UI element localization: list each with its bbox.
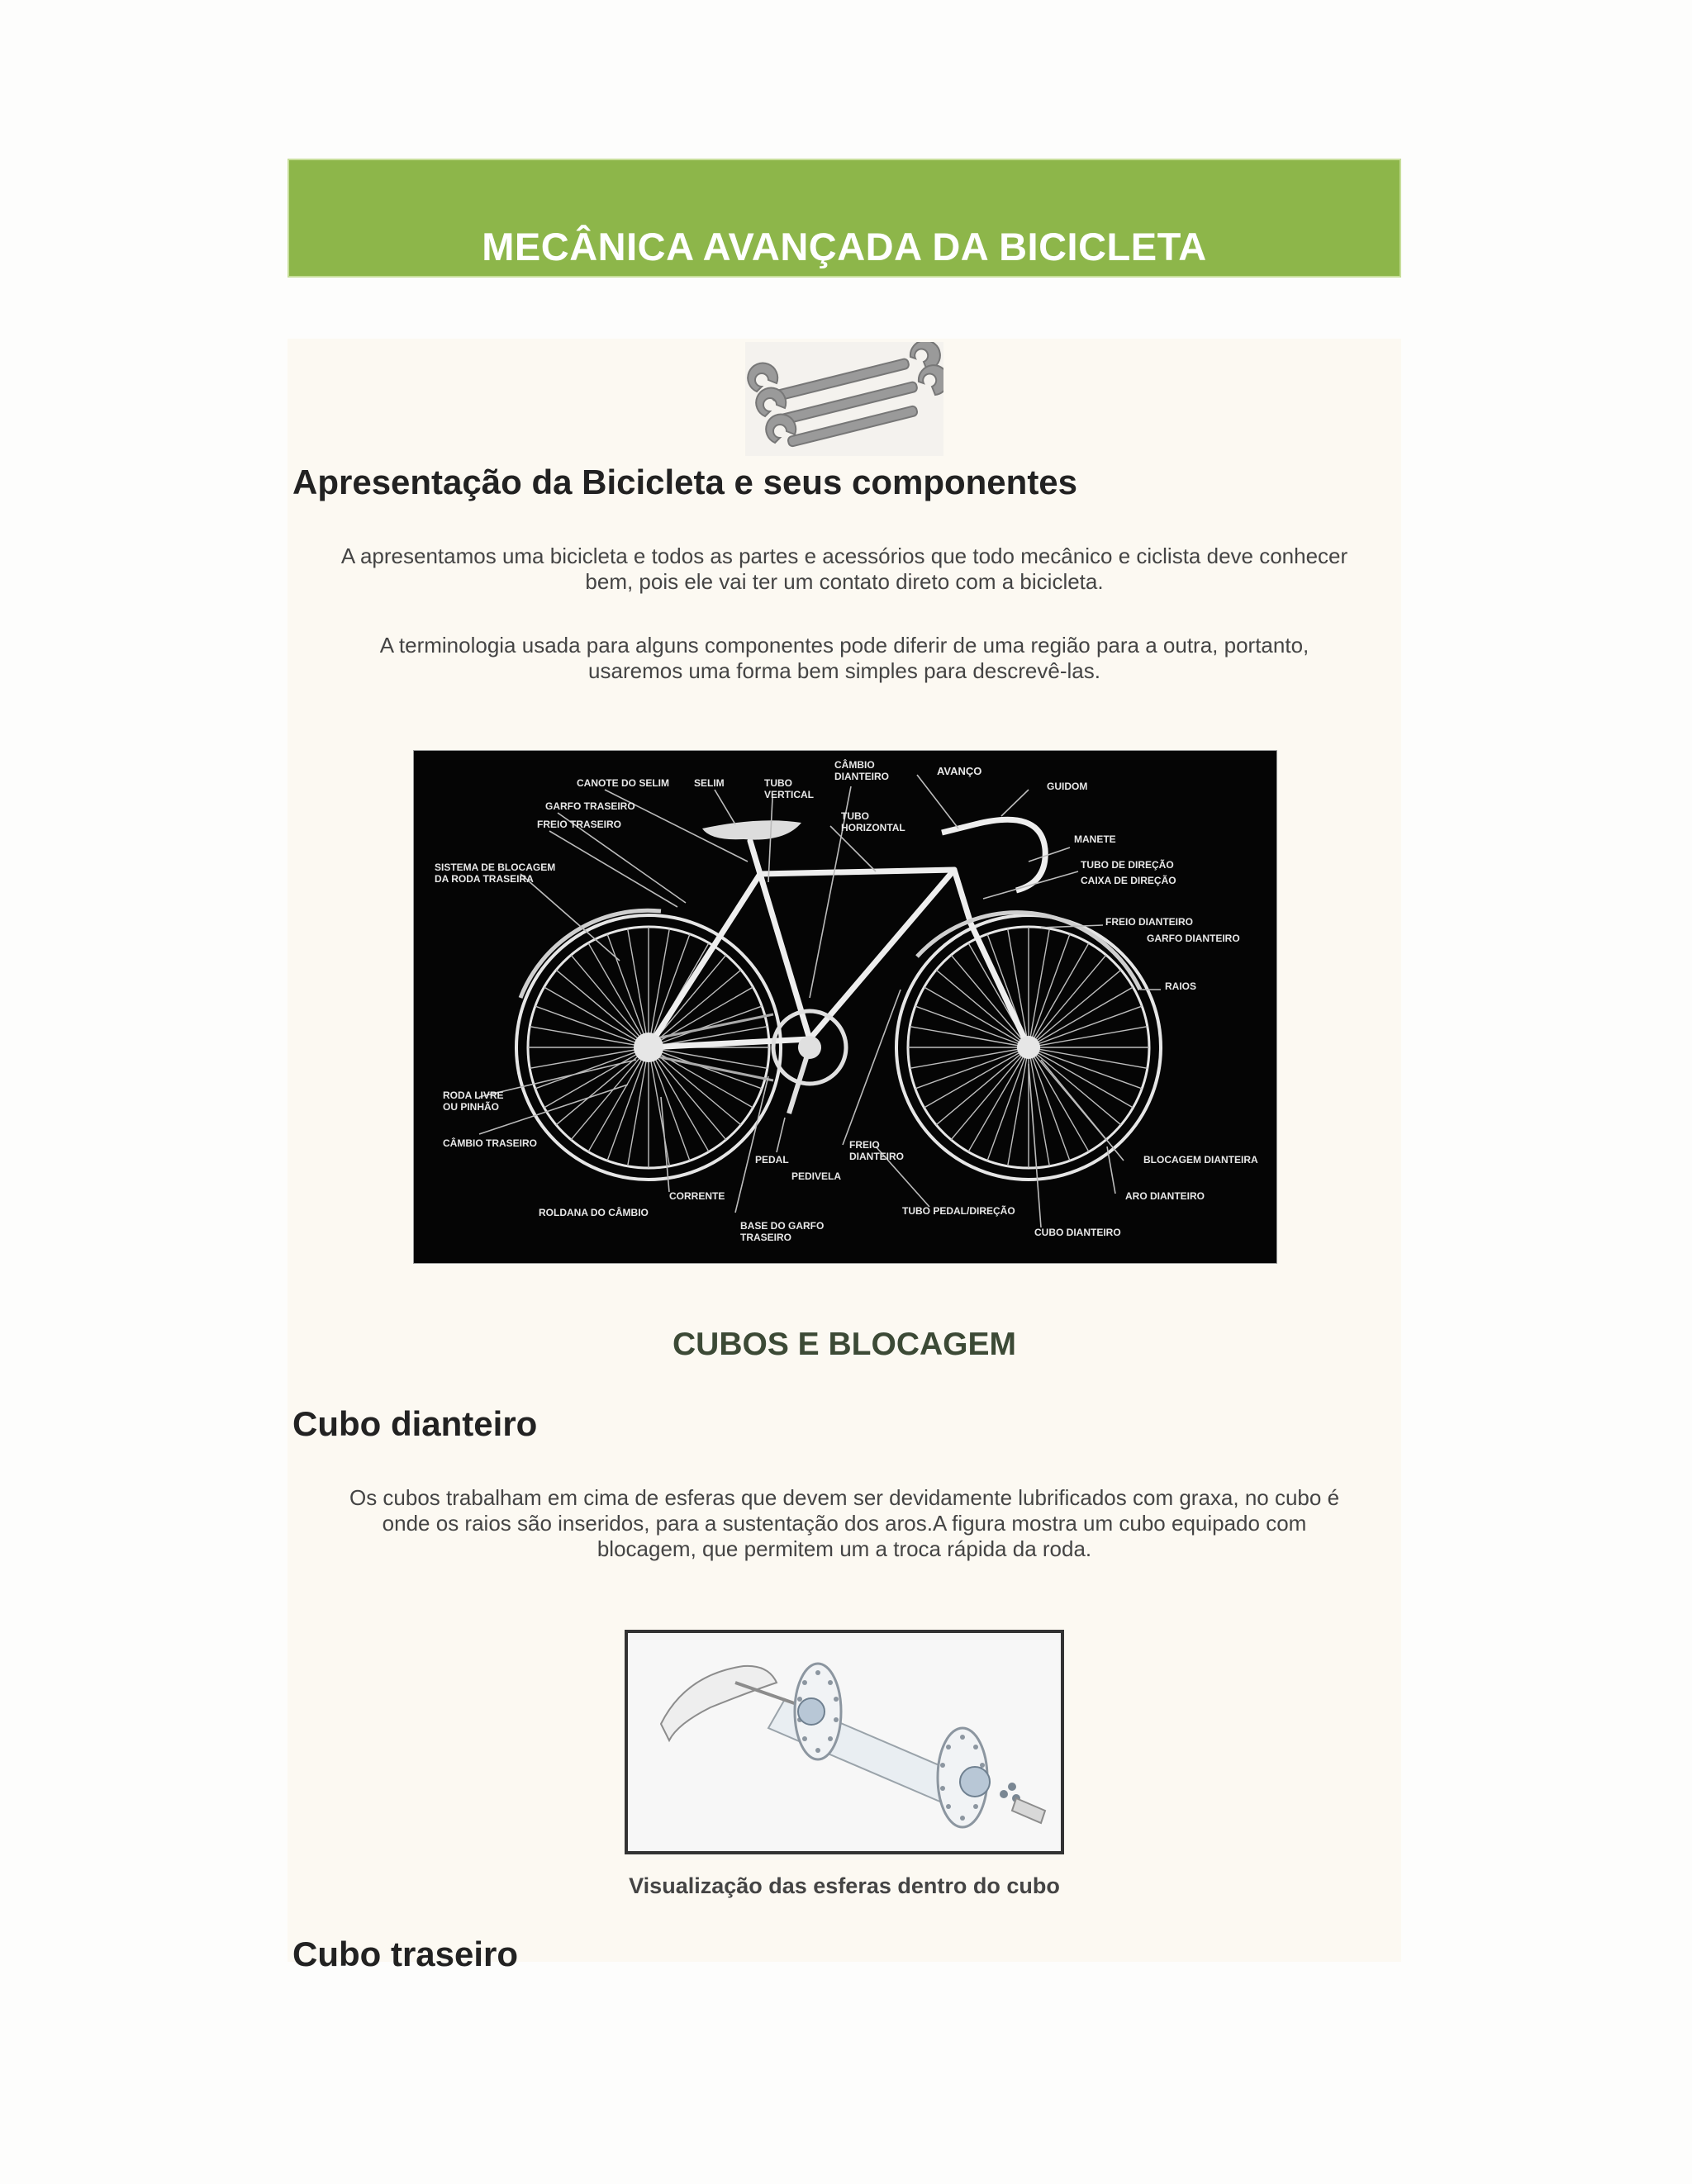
label-pedivela: PEDIVELA	[791, 1170, 842, 1182]
label-aro-dianteiro: ARO DIANTEIRO	[1125, 1190, 1205, 1202]
label-base-garfo-2: TRASEIRO	[740, 1232, 792, 1243]
label-garfo-traseiro: GARFO TRASEIRO	[545, 800, 635, 812]
label-tubo-pedal: TUBO PEDAL/DIREÇÃO	[902, 1205, 1015, 1217]
label-cambio-dianteiro-1: CÂMBIO	[834, 759, 875, 771]
label-roldana: ROLDANA DO CÂMBIO	[539, 1207, 649, 1218]
header-banner	[288, 159, 1401, 278]
label-guidom: GUIDOM	[1047, 781, 1088, 792]
label-roda-livre-1: RODA LIVRE	[443, 1090, 504, 1101]
hub-image-frame	[625, 1630, 1064, 1854]
label-tubo-horizontal-1: TUBO	[841, 810, 869, 822]
front-hub-line-1: Os cubos trabalham em cima de esferas que devem ser devidamente lubrificados com graxa, no cubo é	[349, 1485, 1340, 1510]
cubos-section-title: CUBOS E BLOCAGEM	[672, 1327, 1016, 1362]
label-freio-dianteiro-lower-2: DIANTEIRO	[849, 1151, 904, 1162]
label-pedal: PEDAL	[755, 1154, 789, 1166]
label-caixa-direcao: CAIXA DE DIREÇÃO	[1081, 875, 1176, 886]
label-tubo-vertical-2: VERTICAL	[764, 789, 814, 800]
label-avanco: AVANÇO	[937, 765, 982, 777]
wrenches-image	[745, 342, 943, 456]
front-hub-paragraph	[288, 1485, 1401, 1562]
label-canote: CANOTE DO SELIM	[577, 777, 670, 789]
hub-illustration	[628, 1633, 1061, 1851]
label-blocagem-dianteira: BLOCAGEM DIANTEIRA	[1143, 1154, 1258, 1166]
intro-paragraph-2	[288, 633, 1401, 684]
intro-paragraph-2-line-1: A terminologia usada para alguns componentes pode diferir de uma região para a outra, portanto,	[379, 633, 1309, 658]
intro-paragraph-1-line-1: A apresentamos uma bicicleta e todos as partes e acessórios que todo mecânico e ciclista deve conhecer	[340, 544, 1348, 568]
label-blocagem-traseira-2: DA RODA TRASEIRA	[435, 873, 534, 885]
label-cambio-dianteiro-2: DIANTEIRO	[834, 771, 889, 782]
intro-paragraph-1-line-2: bem, pois ele vai ter um contato direto com a bicicleta.	[585, 569, 1104, 594]
label-freio-dianteiro-lower-1: FREIO	[849, 1139, 880, 1151]
label-tubo-vertical-1: TUBO	[764, 777, 792, 789]
front-hub-line-2: onde os raios são inseridos, para a sustentação dos aros.A figura mostra um cubo equipado com	[382, 1511, 1307, 1536]
page-title: MECÂNICA AVANÇADA DA BICICLETA	[482, 225, 1207, 268]
hub-image-caption: Visualização das esferas dentro do cubo	[629, 1873, 1060, 1898]
label-cubo-dianteiro: CUBO DIANTEIRO	[1034, 1227, 1121, 1238]
label-freio-traseiro: FREIO TRASEIRO	[537, 819, 622, 830]
label-cambio-traseiro: CÂMBIO TRASEIRO	[443, 1137, 537, 1149]
label-roda-livre-2: OU PINHÃO	[443, 1101, 500, 1113]
label-blocagem-traseira-1: SISTEMA DE BLOCAGEM	[435, 862, 556, 873]
intro-paragraph-1	[288, 544, 1401, 595]
label-corrente: CORRENTE	[669, 1190, 725, 1202]
label-garfo-dianteiro: GARFO DIANTEIRO	[1147, 933, 1240, 944]
label-base-garfo-1: BASE DO GARFO	[740, 1220, 825, 1232]
label-selim: SELIM	[694, 777, 725, 789]
label-tubo-horizontal-2: HORIZONTAL	[841, 822, 905, 833]
front-hub-line-3: blocagem, que permitem um a troca rápida da roda.	[596, 1536, 1092, 1561]
label-manete: MANETE	[1074, 833, 1116, 845]
label-raios: RAIOS	[1165, 980, 1197, 992]
rear-hub-heading: Cubo traseiro	[292, 1935, 519, 1973]
label-tubo-direcao: TUBO DE DIREÇÃO	[1081, 859, 1174, 871]
intro-paragraph-2-line-2: usaremos uma forma bem simples para descrevê-las.	[588, 658, 1100, 683]
bicycle-diagram	[413, 750, 1277, 1264]
front-hub-heading: Cubo dianteiro	[292, 1404, 538, 1443]
intro-heading: Apresentação da Bicicleta e seus componentes	[292, 463, 1078, 501]
label-freio-dianteiro: FREIO DIANTEIRO	[1105, 916, 1194, 928]
